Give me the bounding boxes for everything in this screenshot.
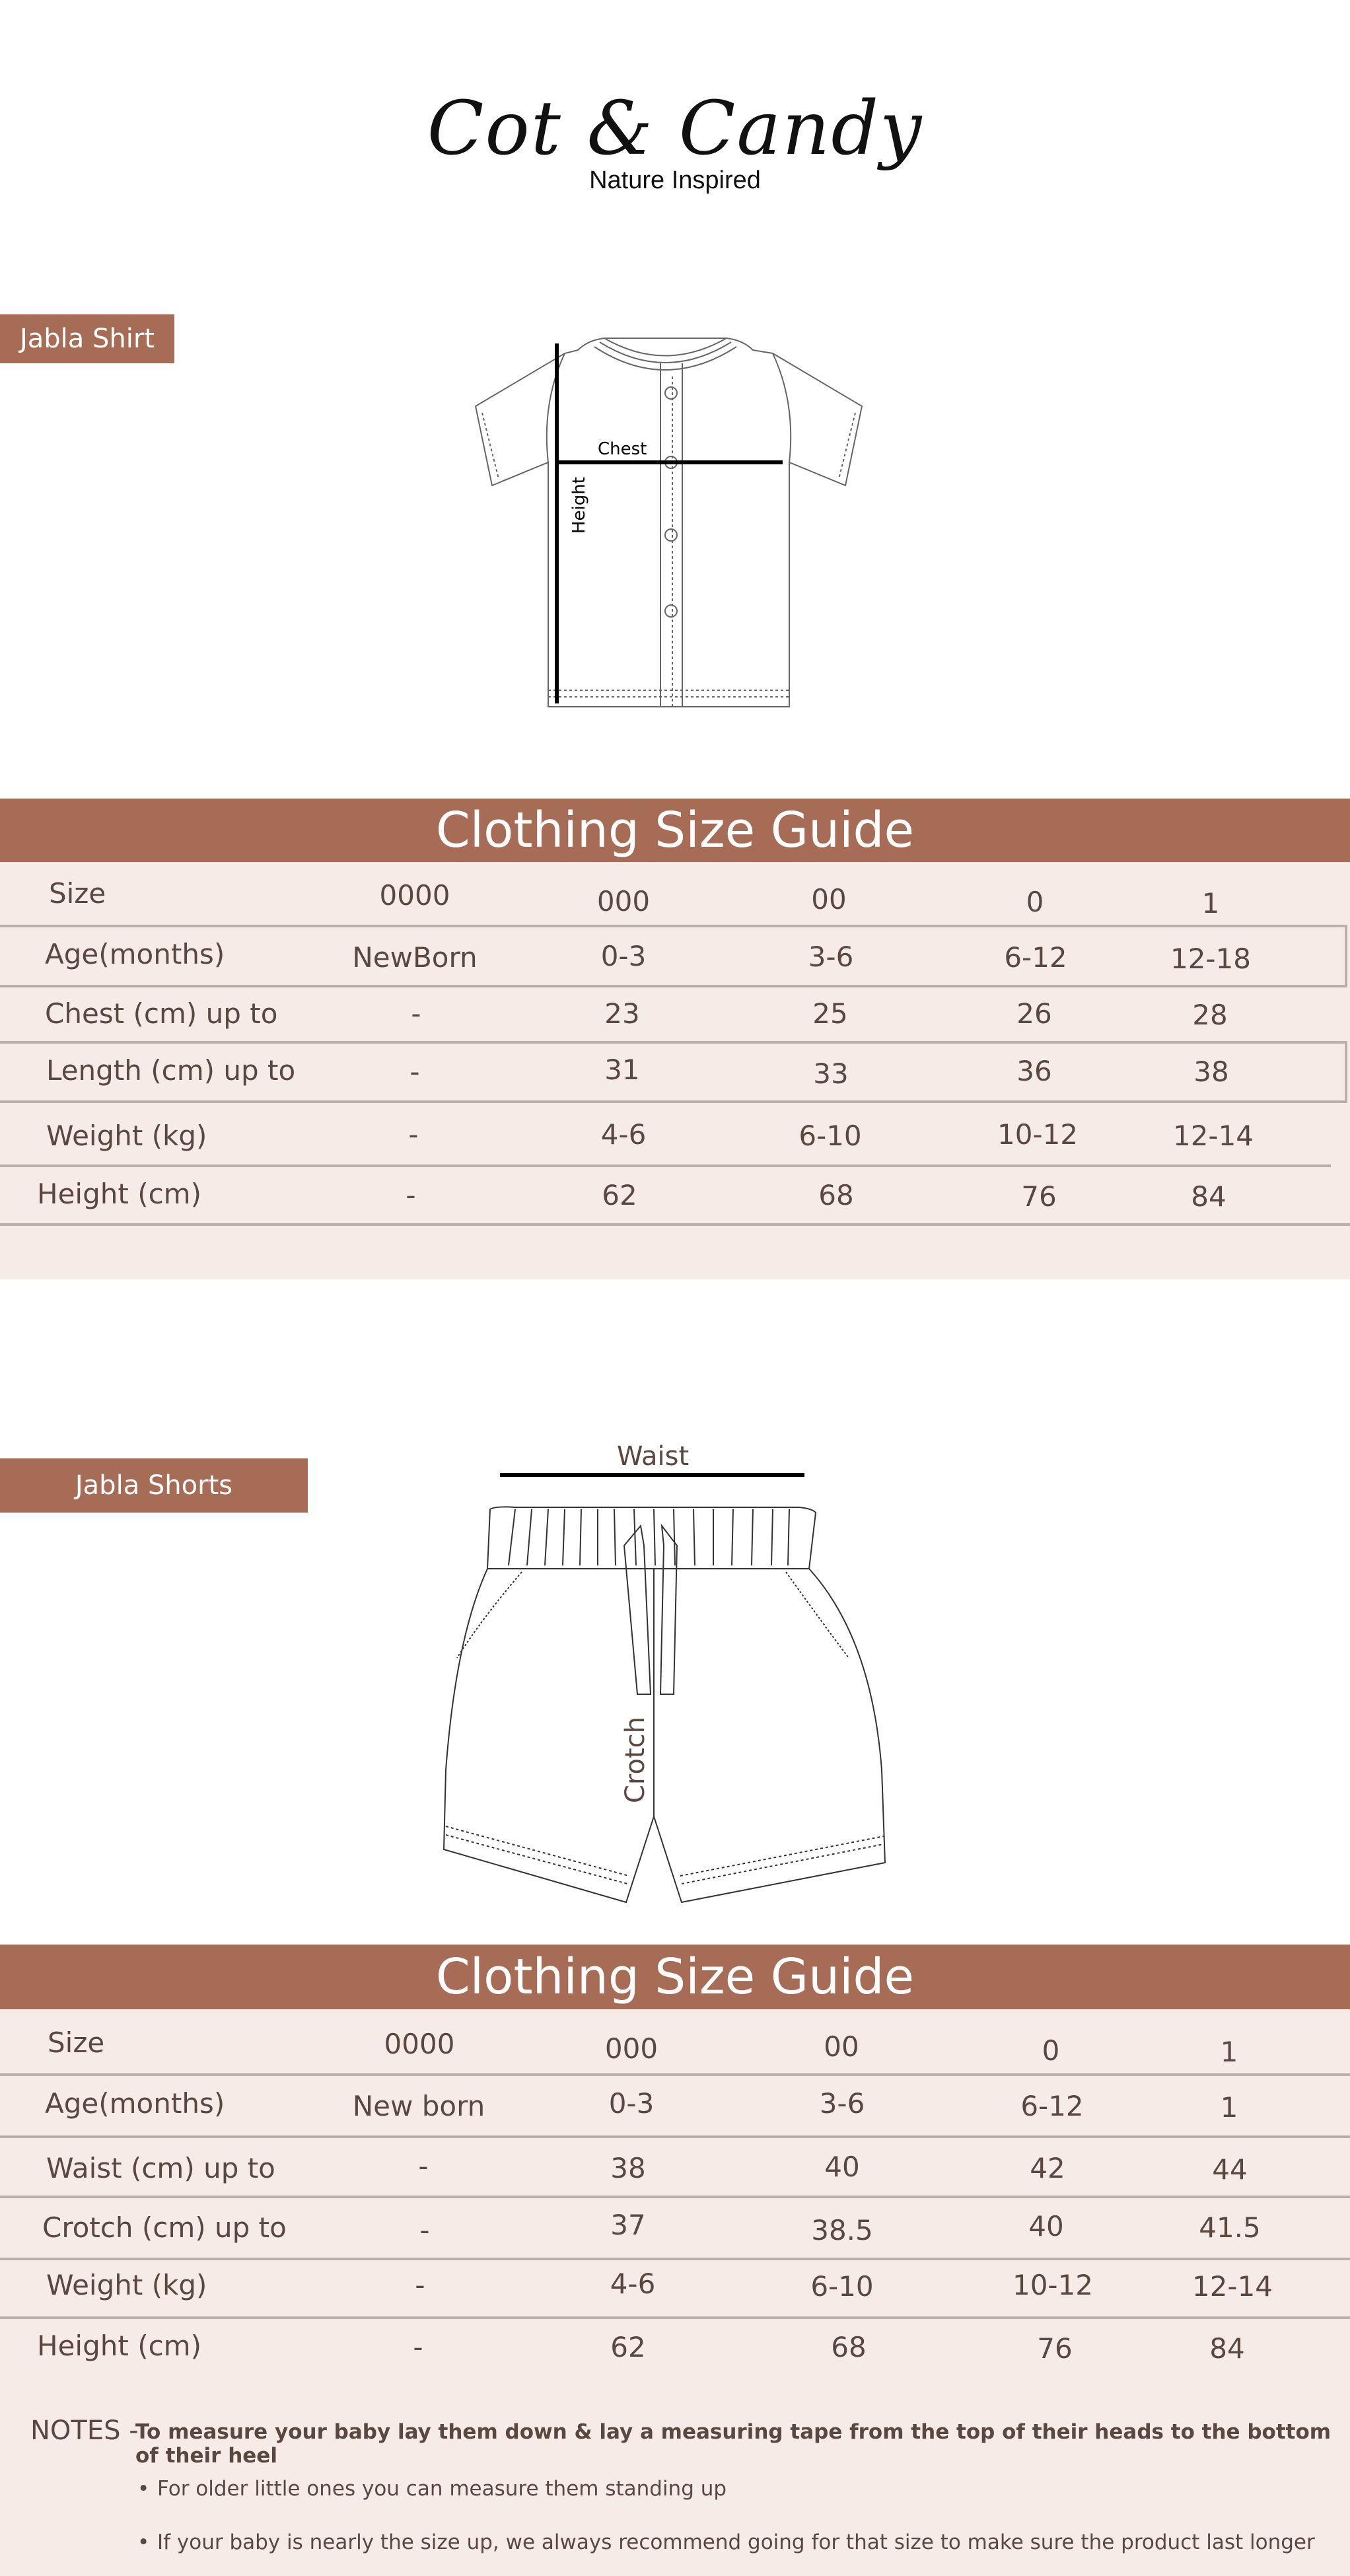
table-cell: - [418, 2150, 429, 2182]
table-cell: 76 [1037, 2332, 1073, 2365]
table-cell: - [411, 997, 421, 1030]
table-cell: 10-12 [997, 1118, 1079, 1151]
table-cell: 1 [1220, 2036, 1238, 2068]
row-label: Crotch (cm) up to [42, 2211, 287, 2244]
table-divider [0, 925, 1347, 927]
row-label: Height (cm) [37, 1178, 201, 1210]
table-cell: - [408, 1118, 419, 1151]
brand-tagline: Nature Inspired [589, 166, 761, 194]
row-label: Waist (cm) up to [46, 2152, 275, 2184]
table-cell: 0-3 [608, 2087, 655, 2120]
table-cell: 40 [1028, 2210, 1064, 2242]
table-cell: 23 [604, 997, 640, 1030]
shorts-guide-title: Clothing Size Guide [0, 1945, 1350, 2009]
row-label: Age(months) [45, 938, 225, 970]
notes-bullet: • For older little ones you can measure them standing up [157, 2477, 727, 2501]
table-cell: 44 [1212, 2153, 1248, 2186]
notes-title: NOTES - [30, 2415, 139, 2446]
table-divider [0, 1164, 1331, 1167]
table-cell: 0 [1042, 2034, 1060, 2067]
waist-label: Waist [617, 1441, 690, 1472]
jabla-shirt-label: Jabla Shirt [0, 314, 174, 363]
row-label: Size [48, 2026, 105, 2059]
table-divider [0, 1100, 1347, 1103]
table-cell: 38.5 [811, 2214, 873, 2246]
table-cell: 41.5 [1199, 2211, 1261, 2244]
table-cell: 0 [1026, 886, 1044, 918]
table-cell: 000 [596, 885, 651, 917]
table-divider [0, 2135, 1350, 2138]
table-divider [0, 1223, 1350, 1226]
table-cell: 4-6 [600, 1118, 647, 1151]
brand-logo: Cot & Candy [427, 86, 923, 172]
table-cell: 0000 [379, 879, 450, 912]
table-cell: 0000 [384, 2028, 455, 2060]
shirt-diagram [462, 324, 885, 720]
notes-bullet: • If your baby is nearly the size up, we always recommend going for that size to make sure the product last longer [157, 2530, 1315, 2554]
table-cell: 40 [824, 2151, 860, 2183]
table-cell: 33 [813, 1057, 849, 1090]
crotch-label: Crotch [620, 1717, 651, 1803]
table-cell: 4-6 [610, 2268, 656, 2300]
table-cell: - [409, 1055, 420, 1088]
table-cell: 12-14 [1191, 2270, 1273, 2303]
table-cell: 10-12 [1012, 2269, 1094, 2301]
chest-label: Chest [598, 439, 647, 459]
table-cell: - [415, 2269, 425, 2301]
table-cell: 12-14 [1172, 1120, 1254, 1152]
table-cell: 26 [1016, 997, 1052, 1030]
table-cell: 1 [1201, 887, 1220, 919]
row-label: Weight (kg) [46, 1120, 207, 1152]
table-cell: 25 [812, 997, 848, 1030]
table-cell: 1 [1220, 2091, 1238, 2124]
shorts-diagram [416, 1440, 892, 1909]
row-label: Length (cm) up to [46, 1054, 296, 1087]
table-cell: 42 [1030, 2152, 1065, 2184]
shirt-guide-title: Clothing Size Guide [0, 799, 1350, 862]
table-cell: - [419, 2214, 430, 2246]
table-cell: - [413, 2331, 423, 2363]
table-cell: 3-6 [808, 941, 854, 973]
table-cell: 00 [811, 883, 847, 915]
table-divider [0, 985, 1347, 987]
table-cell: 62 [610, 2331, 646, 2363]
table-cell: 36 [1016, 1055, 1052, 1087]
table-divider [0, 2073, 1350, 2076]
height-label: Height [569, 477, 589, 534]
table-divider [0, 2196, 1350, 2198]
row-label: Chest (cm) up to [45, 997, 278, 1030]
table-divider [0, 2316, 1350, 2319]
row-label: Height (cm) [37, 2330, 201, 2362]
table-cell: New born [352, 2090, 485, 2122]
row-label: Size [49, 877, 106, 910]
table-cell: 38 [1193, 1055, 1229, 1088]
table-cell: 12-18 [1170, 943, 1252, 975]
table-cell: 28 [1192, 999, 1228, 1031]
table-cell: 0-3 [600, 940, 647, 972]
table-cell: - [406, 1179, 416, 1211]
table-cell: 76 [1021, 1180, 1057, 1213]
table-cell: 84 [1191, 1180, 1226, 1213]
table-cell: 6-10 [810, 2270, 874, 2303]
table-divider [1345, 925, 1347, 987]
table-cell: 38 [610, 2152, 646, 2184]
table-cell: 00 [824, 2030, 859, 2063]
table-cell: 68 [831, 2331, 867, 2363]
notes-main-text: To measure your baby lay them down & lay a measuring tape from the top of their heads to the bottom of their heel [135, 2420, 1332, 2468]
table-cell: 68 [818, 1179, 854, 1211]
table-cell: 84 [1209, 2332, 1245, 2365]
table-cell: 31 [604, 1054, 640, 1086]
table-divider [0, 1041, 1347, 1044]
table-cell: 000 [604, 2032, 658, 2065]
jabla-shorts-label: Jabla Shorts [0, 1458, 308, 1513]
table-cell: 62 [602, 1179, 637, 1211]
table-cell: NewBorn [352, 941, 478, 974]
table-cell: 6-10 [799, 1120, 862, 1152]
row-label: Weight (kg) [46, 2269, 207, 2301]
table-divider [1345, 1041, 1347, 1103]
table-cell: 6-12 [1004, 941, 1067, 974]
table-cell: 3-6 [819, 2087, 865, 2120]
table-cell: 37 [610, 2209, 646, 2241]
row-label: Age(months) [45, 2087, 225, 2120]
table-cell: 6-12 [1020, 2090, 1084, 2122]
table-divider [0, 2258, 1350, 2260]
